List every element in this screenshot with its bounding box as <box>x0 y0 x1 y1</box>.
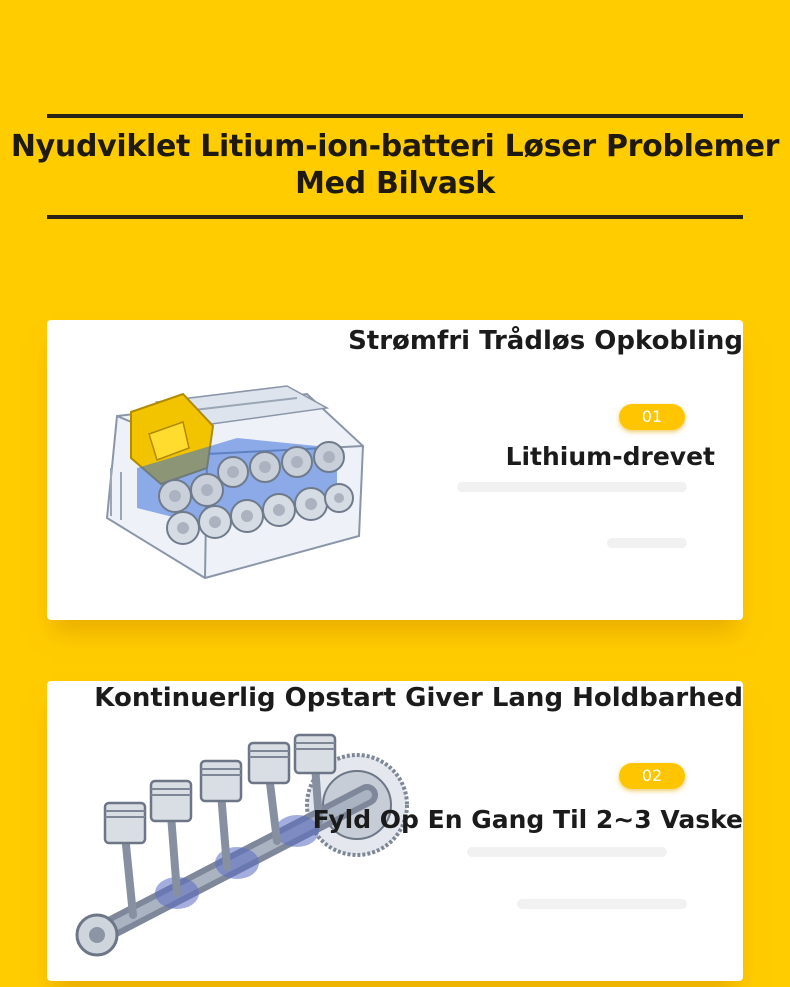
feature-label: Fyld Op En Gang Til 2~3 Vaske <box>312 805 743 834</box>
section-title: Kontinuerlig Opstart Giver Lang Holdbarhed <box>94 683 743 713</box>
faint-text-line <box>457 482 687 492</box>
section-title: Strømfri Trådløs Opkobling <box>348 326 743 356</box>
step-badge: 01 <box>619 404 685 430</box>
feature-card-engine <box>47 681 743 981</box>
top-divider <box>47 114 743 118</box>
faint-text-line <box>467 847 667 857</box>
feature-label: Lithium-drevet <box>505 442 715 471</box>
page-title-line-1: Nyudviklet Litium-ion-batteri Løser Problemer <box>10 129 780 164</box>
page-title-line-2: Med Bilvask <box>295 166 495 201</box>
faint-text-line <box>517 899 687 909</box>
bottom-divider <box>47 215 743 219</box>
feature-card-battery <box>47 320 743 620</box>
page-title <box>0 128 790 202</box>
battery-pack-icon <box>87 368 377 588</box>
faint-text-line <box>607 538 687 548</box>
engine-crankshaft-icon <box>67 725 417 965</box>
step-badge: 02 <box>619 763 685 789</box>
